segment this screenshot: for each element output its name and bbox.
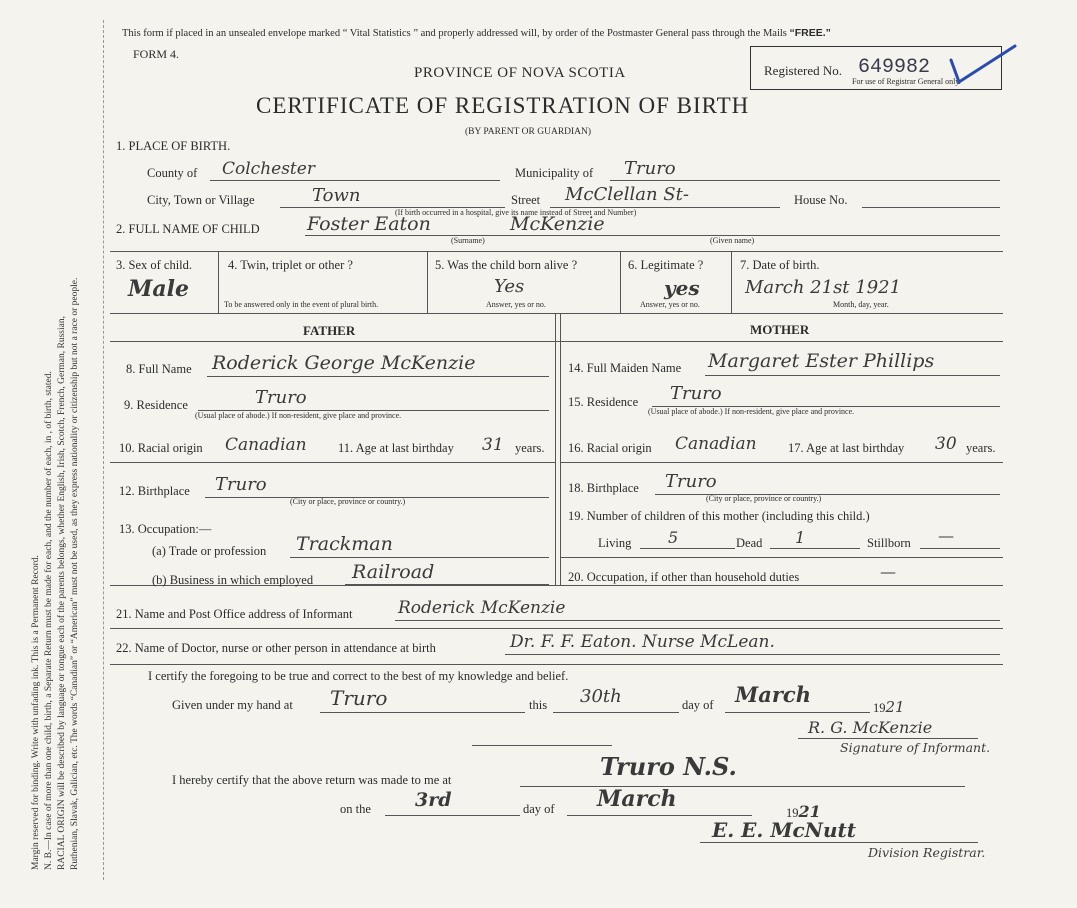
margin-note: Ruthenian, Slavak, Galician, etc. The words “Canadian” or “American” must not be used, as they express nationality or citizenship but not a race or people. bbox=[70, 277, 80, 870]
mother-occupation-value: — bbox=[880, 562, 896, 581]
mother-birthplace-note: (City or place, province or country.) bbox=[706, 494, 822, 503]
house-no-label: House No. bbox=[794, 193, 848, 207]
row-rule bbox=[110, 313, 1003, 314]
sex-value: Male bbox=[128, 276, 189, 302]
child-given-name: Foster Eaton bbox=[307, 213, 431, 235]
registered-number: 649982 bbox=[858, 56, 931, 79]
living-value: 5 bbox=[668, 528, 679, 547]
trade-value: Trackman bbox=[296, 533, 393, 555]
father-heading: FATHER bbox=[303, 323, 356, 338]
father-racial-value: Canadian bbox=[225, 435, 307, 455]
mother-residence-note: (Usual place of abode.) If non-resident, give place and province. bbox=[648, 407, 855, 416]
row-rule bbox=[560, 462, 1003, 463]
father-name-value: Roderick George McKenzie bbox=[212, 352, 476, 374]
cell-divider bbox=[731, 251, 732, 313]
child-name-label: 2. FULL NAME OF CHILD bbox=[116, 222, 260, 236]
this-label: this bbox=[529, 698, 548, 712]
date-of-birth-label: 7. Date of birth. bbox=[740, 258, 820, 272]
business-value: Railroad bbox=[352, 561, 435, 583]
day-value: 30th bbox=[580, 686, 622, 707]
margin-notes bbox=[30, 20, 82, 870]
father-occupation-label: 13. Occupation:— bbox=[119, 522, 212, 536]
county-label: County of bbox=[147, 166, 198, 180]
registrar-year-value: 21 bbox=[798, 802, 821, 821]
parent-divider bbox=[555, 313, 556, 585]
sex-label: 3. Sex of child. bbox=[116, 258, 193, 272]
mother-name-label: 14. Full Maiden Name bbox=[568, 361, 682, 375]
informant-label: 21. Name and Post Office address of Informant bbox=[116, 607, 353, 621]
given-place-line bbox=[320, 712, 525, 713]
registrar-day-of-label: day of bbox=[523, 802, 555, 816]
business-label: (b) Business in which employed bbox=[152, 573, 314, 587]
day-of-label: day of bbox=[682, 698, 714, 712]
registrar-caption: Division Registrar. bbox=[868, 845, 986, 860]
row-rule bbox=[110, 462, 555, 463]
cell-divider bbox=[218, 251, 219, 313]
father-birthplace-value: Truro bbox=[215, 474, 267, 495]
father-residence-label: 9. Residence bbox=[124, 398, 188, 412]
day-line bbox=[553, 712, 679, 713]
year-value: 21 bbox=[885, 698, 905, 716]
surname-caption: (Surname) bbox=[451, 236, 485, 245]
registered-label: Registered No. bbox=[764, 63, 842, 78]
children-count-label: 19. Number of children of this mother (including this child.) bbox=[568, 509, 870, 523]
born-alive-note: Answer, yes or no. bbox=[486, 300, 546, 309]
registrar-place-value: Truro N.S. bbox=[600, 752, 737, 781]
city-label: City, Town or Village bbox=[147, 193, 255, 207]
street-label: Street bbox=[511, 193, 541, 207]
dead-label: Dead bbox=[736, 536, 763, 550]
dead-line bbox=[770, 548, 860, 549]
municipality-value: Truro bbox=[624, 158, 676, 179]
given-under-label: Given under my hand at bbox=[172, 698, 293, 712]
house-no-line bbox=[862, 207, 1000, 208]
stillborn-value: — bbox=[938, 526, 954, 545]
mother-birthplace-value: Truro bbox=[665, 471, 717, 492]
living-line bbox=[640, 548, 735, 549]
stillborn-line bbox=[920, 548, 1000, 549]
form-number: FORM 4. bbox=[133, 47, 180, 61]
father-age-label: 11. Age at last birthday bbox=[338, 441, 454, 455]
cell-divider bbox=[620, 251, 621, 313]
mother-birthplace-label: 18. Birthplace bbox=[568, 481, 639, 495]
margin-note: Margin reserved for binding. Write with unfading ink. This is a Permanent Record. bbox=[31, 555, 41, 870]
date-of-birth-value: March 21st 1921 bbox=[745, 277, 902, 298]
mother-age-label: 17. Age at last birthday bbox=[788, 441, 905, 455]
month-value: March bbox=[735, 682, 811, 707]
registrar-month-line bbox=[567, 815, 752, 816]
year-group bbox=[873, 698, 905, 716]
registrar-signature-line bbox=[700, 842, 978, 843]
mother-occupation-label: 20. Occupation, if other than household duties bbox=[568, 570, 800, 584]
binding-margin-line bbox=[103, 20, 104, 880]
mother-residence-value: Truro bbox=[670, 383, 722, 404]
trade-line bbox=[290, 557, 549, 558]
child-name-line bbox=[305, 235, 1000, 236]
registrar-month-value: March bbox=[597, 786, 677, 812]
parent-divider bbox=[560, 313, 561, 585]
mother-years-label: years. bbox=[966, 441, 996, 455]
row-rule bbox=[110, 664, 1003, 665]
margin-note: N. B.—In case of more than one child, birth, a Separate Return must be made for each, and the number of each, in , of birth, stated. bbox=[44, 371, 54, 870]
certify-statement: I certify the foregoing to be true and correct to the best of my knowledge and belief. bbox=[148, 669, 569, 683]
page-title: CERTIFICATE OF REGISTRATION OF BIRTH bbox=[256, 93, 750, 118]
child-surname: McKenzie bbox=[510, 213, 605, 235]
place-of-birth-label: 1. PLACE OF BIRTH. bbox=[116, 139, 231, 153]
free-label: “FREE.” bbox=[789, 27, 831, 39]
father-years-label: years. bbox=[515, 441, 545, 455]
registrar-year-prefix: 19 bbox=[786, 806, 799, 820]
municipality-line bbox=[610, 180, 1000, 181]
legitimate-note: Answer, yes or no. bbox=[640, 300, 700, 309]
row-rule bbox=[110, 251, 1003, 252]
registered-note: For use of Registrar General only. bbox=[852, 77, 961, 86]
father-residence-value: Truro bbox=[255, 387, 307, 408]
page-subtitle: (BY PARENT OR GUARDIAN) bbox=[465, 127, 592, 137]
row-rule bbox=[110, 341, 1003, 342]
signature-line bbox=[798, 738, 978, 739]
county-value: Colchester bbox=[222, 159, 315, 179]
mother-heading: MOTHER bbox=[750, 322, 810, 337]
born-alive-label: 5. Was the child born alive ? bbox=[435, 258, 578, 272]
mother-racial-value: Canadian bbox=[675, 434, 757, 454]
doctor-value: Dr. F. F. Eaton. Nurse McLean. bbox=[510, 632, 775, 652]
hospital-note: (If birth occurred in a hospital, give its name instead of Street and Number) bbox=[395, 208, 637, 217]
registrar-day-line bbox=[385, 815, 520, 816]
business-line bbox=[345, 584, 549, 585]
father-residence-note: (Usual place of abode.) If non-resident, give place and province. bbox=[195, 411, 402, 420]
given-place-value: Truro bbox=[330, 686, 388, 710]
father-racial-label: 10. Racial origin bbox=[119, 441, 203, 455]
legitimate-label: 6. Legitimate ? bbox=[628, 258, 704, 272]
registrar-day-value: 3rd bbox=[415, 789, 452, 811]
mother-residence-label: 15. Residence bbox=[568, 395, 639, 409]
year-prefix: 19 bbox=[873, 701, 886, 715]
row-rule bbox=[560, 557, 1003, 558]
mail-notice: This form if placed in an unsealed envelope marked “ Vital Statistics ” and properly addressed will, by order of the Postmaster General pass through the Mails “FREE.” bbox=[122, 27, 831, 39]
registrar-signature: E. E. McNutt bbox=[712, 818, 856, 842]
stillborn-label: Stillborn bbox=[867, 536, 911, 550]
mother-name-line bbox=[705, 375, 1000, 376]
informant-signature: R. G. McKenzie bbox=[808, 718, 933, 737]
doctor-line bbox=[505, 654, 1000, 655]
cell-divider bbox=[427, 251, 428, 313]
dead-value: 1 bbox=[795, 528, 806, 547]
mother-racial-label: 16. Racial origin bbox=[568, 441, 652, 455]
on-the-label: on the bbox=[340, 802, 371, 816]
date-of-birth-note: Month, day, year. bbox=[833, 300, 889, 309]
municipality-label: Municipality of bbox=[515, 166, 594, 180]
father-name-line bbox=[207, 376, 549, 377]
mother-name-value: Margaret Ester Phillips bbox=[708, 350, 935, 372]
month-line bbox=[725, 712, 870, 713]
informant-value: Roderick McKenzie bbox=[398, 598, 566, 618]
twin-note: To be answered only in the event of plural birth. bbox=[224, 300, 379, 309]
living-label: Living bbox=[598, 536, 632, 550]
province-heading: PROVINCE OF NOVA SCOTIA bbox=[414, 65, 626, 81]
trade-label: (a) Trade or profession bbox=[152, 544, 267, 558]
twin-label: 4. Twin, triplet or other ? bbox=[228, 258, 353, 272]
county-line bbox=[210, 180, 500, 181]
born-alive-value: Yes bbox=[494, 276, 525, 297]
registrar-place-line bbox=[520, 786, 965, 787]
father-name-label: 8. Full Name bbox=[126, 362, 192, 376]
registrar-statement: I hereby certify that the above return was made to me at bbox=[172, 773, 452, 787]
father-birthplace-note: (City or place, province or country.) bbox=[290, 497, 406, 506]
separator-line bbox=[472, 745, 612, 746]
margin-note: RACIAL ORIGIN will be described by language or tongue each of the parents belongs, whether English, Irish, Scotch, French, German, Russian, bbox=[57, 316, 67, 870]
blue-check-mark bbox=[945, 42, 1025, 94]
father-birthplace-label: 12. Birthplace bbox=[119, 484, 190, 498]
mother-age-value: 30 bbox=[935, 434, 957, 454]
informant-signature-caption: Signature of Informant. bbox=[840, 740, 991, 755]
doctor-label: 22. Name of Doctor, nurse or other person in attendance at birth bbox=[116, 641, 436, 655]
legitimate-value: yes bbox=[664, 276, 700, 300]
informant-line bbox=[395, 620, 1000, 621]
given-name-caption: (Given name) bbox=[710, 236, 755, 245]
city-value: Town bbox=[312, 185, 361, 206]
row-rule bbox=[110, 628, 1003, 629]
father-age-value: 31 bbox=[482, 435, 504, 455]
street-value: McClellan St- bbox=[565, 184, 689, 205]
